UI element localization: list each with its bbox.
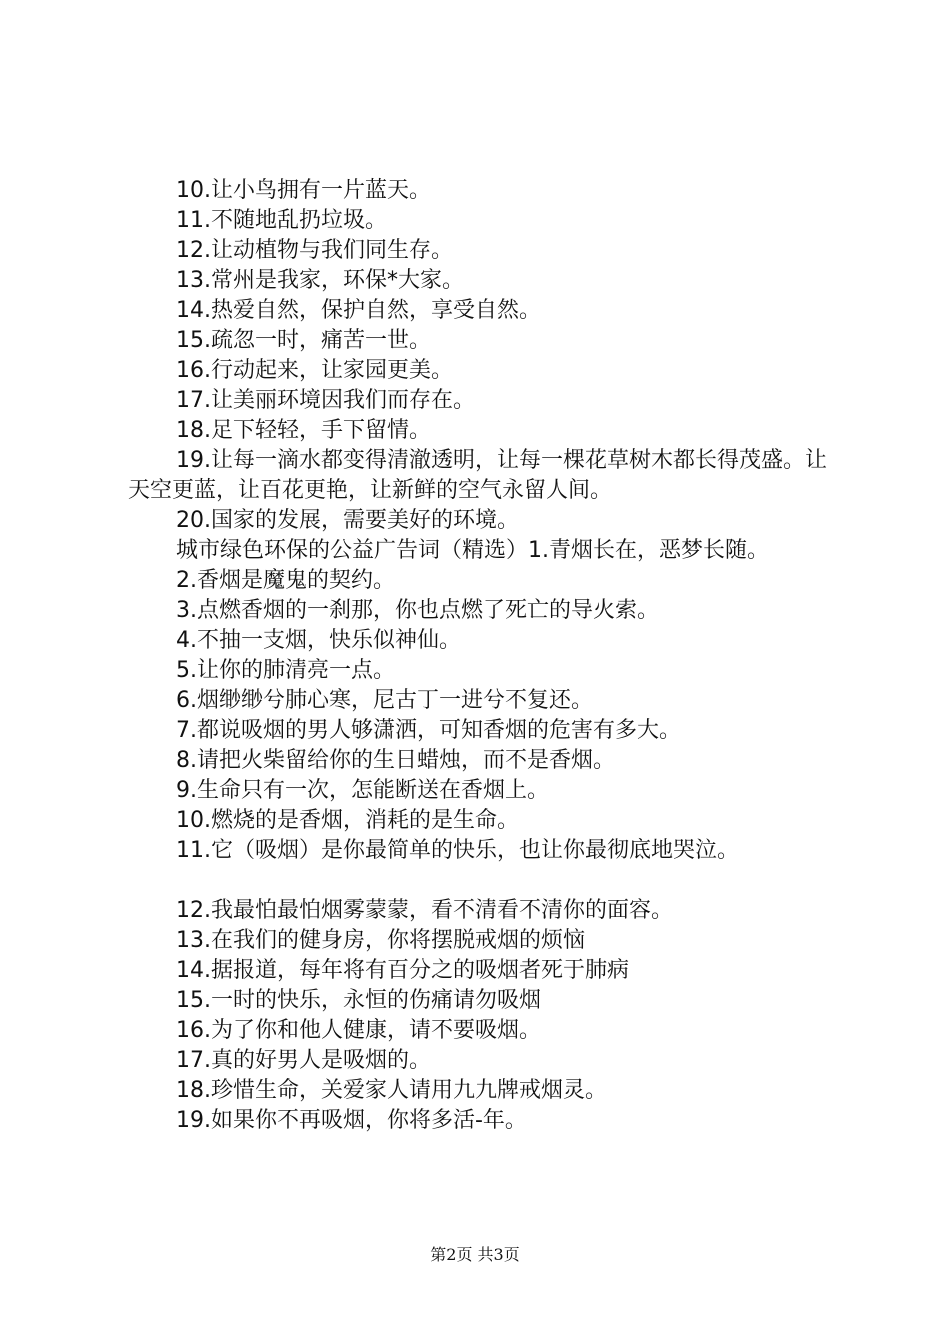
text-line: 12.我最怕最怕烟雾蒙蒙，看不清看不清你的面容。 <box>176 898 673 923</box>
text-line: 18.珍惜生命，关爱家人请用九九牌戒烟灵。 <box>176 1078 607 1103</box>
text-line: 3.点燃香烟的一刹那，你也点燃了死亡的导火索。 <box>176 598 659 623</box>
text-line: 17.让美丽环境因我们而存在。 <box>176 388 475 413</box>
text-line: 10.让小鸟拥有一片蓝天。 <box>176 178 431 203</box>
text-line: 5.让你的肺清亮一点。 <box>176 658 395 683</box>
text-line: 20.国家的发展，需要美好的环境。 <box>176 508 519 533</box>
text-line: 18.足下轻轻，手下留情。 <box>176 418 431 443</box>
text-line: 11.它（吸烟）是你最简单的快乐，也让你最彻底地哭泣。 <box>176 838 739 863</box>
text-line: 16.行动起来，让家园更美。 <box>176 358 453 383</box>
text-line: 2.香烟是魔鬼的契约。 <box>176 568 395 593</box>
text-line: 11.不随地乱扔垃圾。 <box>176 208 387 233</box>
text-line: 9.生命只有一次，怎能断送在香烟上。 <box>176 778 549 803</box>
text-line: 19.如果你不再吸烟，你将多活-年。 <box>176 1108 527 1133</box>
text-line: 14.热爱自然，保护自然，享受自然。 <box>176 298 541 323</box>
text-line: 12.让动植物与我们同生存。 <box>176 238 453 263</box>
text-line: 15.一时的快乐，永恒的伤痛请勿吸烟 <box>176 988 541 1013</box>
blank-line <box>128 866 836 896</box>
text-line: 13.常州是我家，环保*大家。 <box>176 268 464 293</box>
page-footer: 第2页 共3页 <box>430 1245 520 1264</box>
paragraph-19: 19.让每一滴水都变得清澈透明，让每一棵花草树木都长得茂盛。让天空更蓝，让百花更艳，让新鲜的空气永留人间。 <box>128 448 827 503</box>
text-line: 13.在我们的健身房，你将摆脱戒烟的烦恼 <box>176 928 585 953</box>
section-paragraph: 城市绿色环保的公益广告词（精选）1.青烟长在，恶梦长随。 <box>176 538 769 563</box>
text-line: 16.为了你和他人健康，请不要吸烟。 <box>176 1018 541 1043</box>
text-line: 6.烟缈缈兮肺心寒，尼古丁一进兮不复还。 <box>176 688 593 713</box>
text-line: 10.燃烧的是香烟，消耗的是生命。 <box>176 808 519 833</box>
text-line: 15.疏忽一时，痛苦一世。 <box>176 328 431 353</box>
text-line: 17.真的好男人是吸烟的。 <box>176 1048 431 1073</box>
text-line: 4.不抽一支烟，快乐似神仙。 <box>176 628 461 653</box>
document-body <box>128 176 836 1136</box>
text-line: 14.据报道，每年将有百分之的吸烟者死于肺病 <box>176 958 629 983</box>
text-line: 7.都说吸烟的男人够潇洒，可知香烟的危害有多大。 <box>176 718 681 743</box>
text-line: 8.请把火柴留给你的生日蜡烛，而不是香烟。 <box>176 748 615 773</box>
